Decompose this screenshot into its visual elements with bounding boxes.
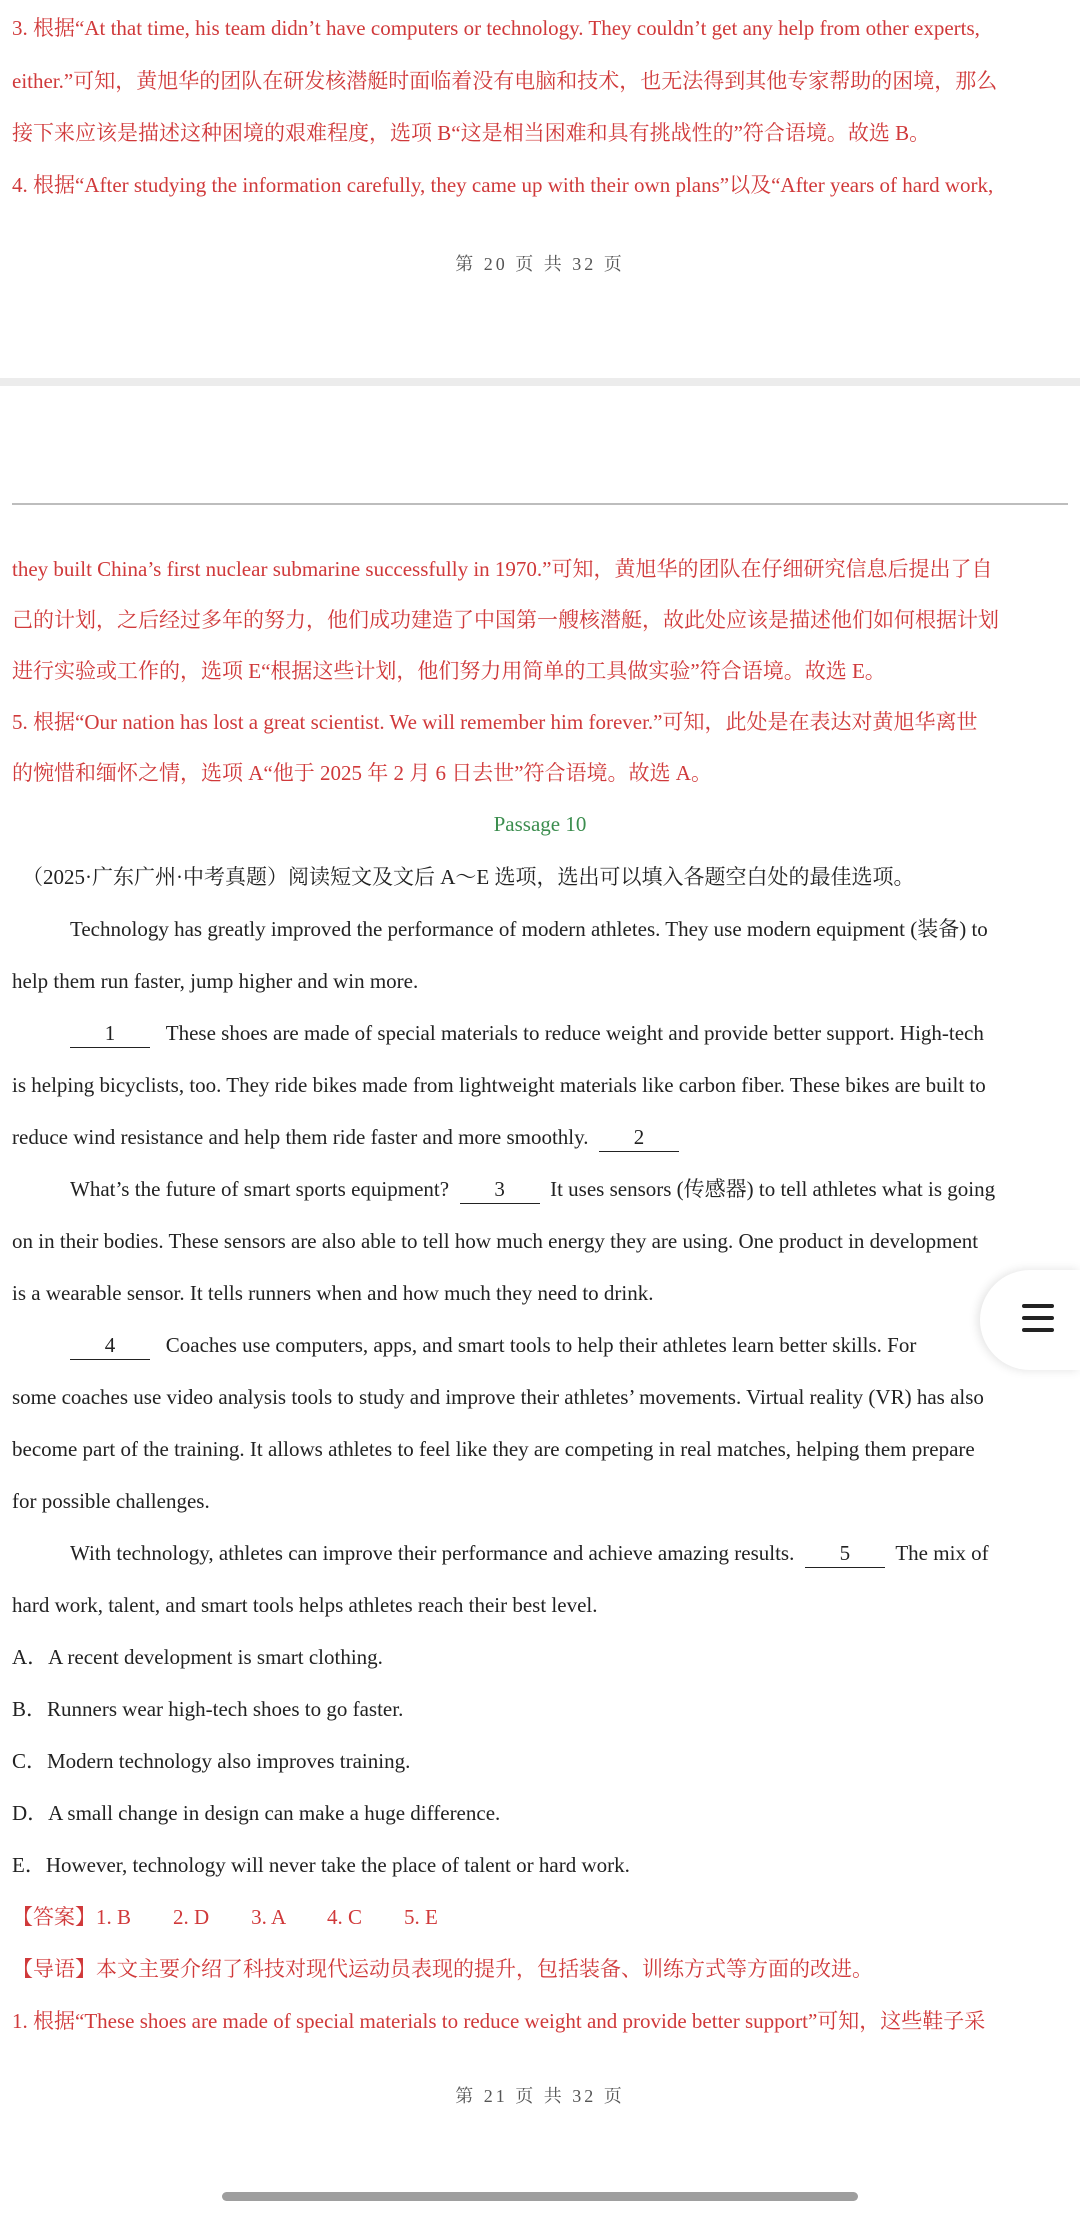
paragraph-text: What’s the future of smart sports equipment? [70, 1177, 450, 1201]
hamburger-menu-icon[interactable] [980, 1270, 1080, 1370]
explanation-line: 接下来应该是描述这种困境的艰难程度，选项 B“这是相当困难和具有挑战性的”符合语境。故选 B。 [12, 121, 931, 145]
explanation-line: 4. 根据“After studying the information carefully, they came up with their own plans”以及“After years of hard work, [12, 173, 994, 197]
guide-text: 【导语】本文主要介绍了科技对现代运动员表现的提升，包括装备、训练方式等方面的改进。 [12, 1957, 873, 1981]
passage-title: Passage 10 [493, 812, 587, 836]
paragraph-line [70, 1539, 1068, 1568]
blank-2: 2 [599, 1123, 679, 1152]
header-rule [12, 503, 1068, 505]
page-footer: 第 20 页 共 32 页 [455, 254, 625, 274]
page-footer: 第 21 页 共 32 页 [455, 2086, 625, 2106]
paragraph-line: help them run faster, jump higher and win more. [12, 969, 419, 993]
paragraph-line: hard work, talent, and smart tools helps athletes reach their best level. [12, 1593, 598, 1617]
explanation-line: 进行实验或工作的，选项 E“根据这些计划，他们努力用简单的工具做实验”符合语境。故选 E。 [12, 659, 886, 683]
paragraph-line [12, 1123, 1068, 1152]
paragraph-text: Coaches use computers, apps, and smart tools to help their athletes learn better skills. For [165, 1333, 917, 1357]
page-separator [0, 378, 1080, 386]
paragraph-text: The mix of [895, 1541, 989, 1565]
paragraph-line: some coaches use video analysis tools to study and improve their athletes’ movements. Virtual reality (VR) has also [12, 1385, 984, 1409]
paragraph-line: Technology has greatly improved the performance of modern athletes. They use modern equipment (装备) to [70, 917, 988, 941]
option-d: D．A small change in design can make a huge difference. [12, 1801, 501, 1825]
blank-5: 5 [805, 1539, 885, 1568]
paragraph-line: is helping bicyclists, too. They ride bikes made from lightweight materials like carbon fiber. These bikes are built to [12, 1073, 986, 1097]
blank-1: 1 [70, 1019, 150, 1048]
paragraph-text: It uses sensors (传感器) to tell athletes what is going [550, 1177, 996, 1201]
explanation-line: 5. 根据“Our nation has lost a great scientist. We will remember him forever.”可知，此处是在表达对黄旭华离世 [12, 710, 978, 734]
explanation-line: 的惋惜和缅怀之情，选项 A“他于 2025 年 2 月 6 日去世”符合语境。故选 A。 [12, 761, 712, 785]
paragraph-line [70, 1175, 1068, 1204]
paragraph-text: reduce wind resistance and help them ride faster and more smoothly. [12, 1125, 589, 1149]
paragraph-line: become part of the training. It allows athletes to feel like they are competing in real matches, helping them prepare [12, 1437, 975, 1461]
menu-bar [1022, 1328, 1054, 1332]
blank-3: 3 [460, 1175, 540, 1204]
option-a: A．A recent development is smart clothing. [12, 1645, 383, 1669]
option-b: B．Runners wear high-tech shoes to go faster. [12, 1697, 404, 1721]
question-instruction: （2025·广东广州·中考真题）阅读短文及文后 A～E 选项，选出可以填入各题空白处的最佳选项。 [22, 865, 915, 889]
explanation-line: 1. 根据“These shoes are made of special materials to reduce weight and provide better support”可知，这些鞋子采 [12, 2009, 986, 2033]
option-e: E．However, technology will never take the place of talent or hard work. [12, 1853, 630, 1877]
blank-4: 4 [70, 1331, 150, 1360]
paragraph-line [70, 1019, 1068, 1048]
menu-bar [1022, 1316, 1054, 1320]
menu-bar [1022, 1304, 1054, 1308]
answer-key: 【答案】1. B 2. D 3. A 4. C 5. E [12, 1905, 438, 1929]
explanation-line: they built China’s first nuclear submarine successfully in 1970.”可知，黄旭华的团队在仔细研究信息后提出了自 [12, 557, 993, 581]
explanation-line: either.”可知，黄旭华的团队在研发核潜艇时面临着没有电脑和技术，也无法得到其他专家帮助的困境，那么 [12, 69, 998, 93]
paragraph-text: With technology, athletes can improve their performance and achieve amazing results. [70, 1541, 795, 1565]
home-indicator[interactable] [222, 2192, 858, 2201]
option-c: C．Modern technology also improves training. [12, 1749, 411, 1773]
paragraph-line: for possible challenges. [12, 1489, 210, 1513]
paragraph-line: is a wearable sensor. It tells runners when and how much they need to drink. [12, 1281, 654, 1305]
paragraph-line: on in their bodies. These sensors are also able to tell how much energy they are using. One product in development [12, 1229, 979, 1253]
explanation-line: 己的计划，之后经过多年的努力，他们成功建造了中国第一艘核潜艇，故此处应该是描述他们如何根据计划 [12, 608, 999, 632]
paragraph-text: These shoes are made of special materials to reduce weight and provide better support. High-tech [165, 1021, 984, 1045]
explanation-line: 3. 根据“At that time, his team didn’t have computers or technology. They couldn’t get any help from other experts, [12, 16, 980, 40]
paragraph-line [70, 1331, 1068, 1360]
